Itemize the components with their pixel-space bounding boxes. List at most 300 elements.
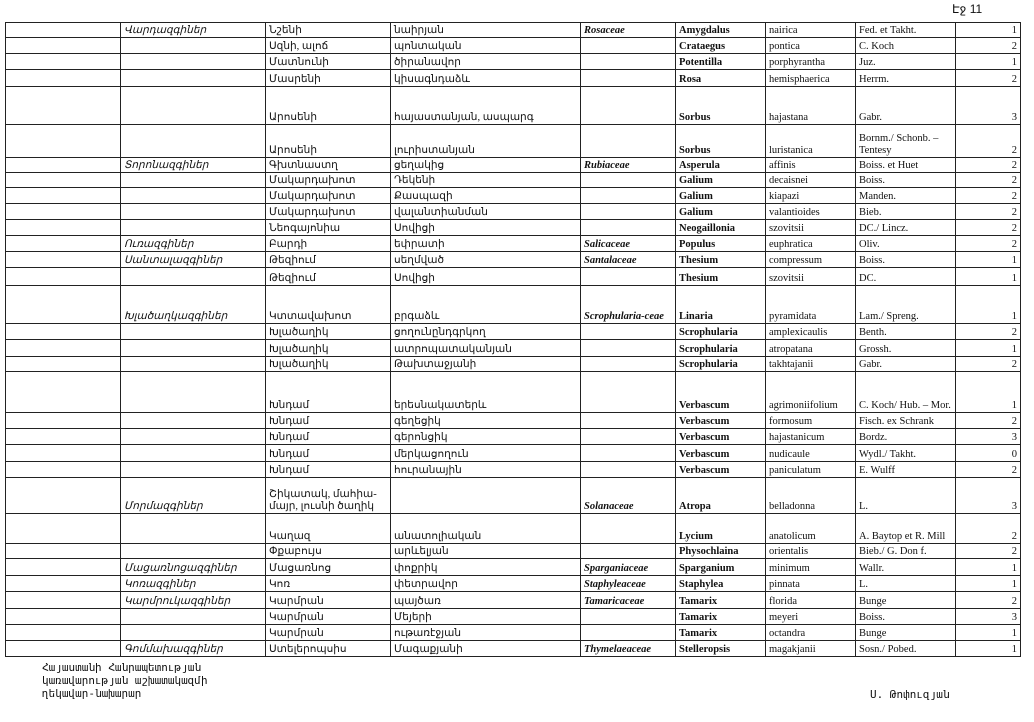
author-cell: Bordz. bbox=[856, 429, 956, 445]
table-row bbox=[6, 87, 1021, 125]
author-cell: DC./ Lincz. bbox=[856, 220, 956, 236]
count-cell: 2 bbox=[956, 324, 1021, 340]
author-cell: Manden. bbox=[856, 188, 956, 204]
empty-cell bbox=[6, 204, 121, 220]
armenian-species-cell: ցեղակից bbox=[391, 158, 581, 173]
latin-genus-cell: Populus bbox=[676, 236, 766, 252]
latin-genus-cell: Amygdalus bbox=[676, 23, 766, 38]
armenian-species-cell: Թախտաջյանի bbox=[391, 357, 581, 372]
armenian-genus-cell: Կարմրան bbox=[266, 592, 391, 609]
armenian-family-cell bbox=[121, 625, 266, 641]
latin-genus-cell: Stelleropsis bbox=[676, 641, 766, 657]
armenian-family-cell bbox=[121, 340, 266, 357]
armenian-family-cell bbox=[121, 70, 266, 87]
author-cell: Boiss. et Huet bbox=[856, 158, 956, 173]
author-cell: A. Baytop et R. Mill bbox=[856, 514, 956, 544]
empty-cell bbox=[6, 429, 121, 445]
count-cell: 1 bbox=[956, 54, 1021, 70]
table-row bbox=[6, 268, 1021, 286]
empty-cell bbox=[6, 286, 121, 324]
armenian-species-cell: գեղեցիկ bbox=[391, 413, 581, 429]
empty-cell bbox=[6, 23, 121, 38]
latin-family-cell: Santalaceae bbox=[581, 252, 676, 268]
empty-cell bbox=[6, 609, 121, 625]
armenian-genus-cell: Նշենի bbox=[266, 23, 391, 38]
armenian-genus-cell: Թեզիում bbox=[266, 252, 391, 268]
armenian-genus-cell: Խնդամ bbox=[266, 462, 391, 478]
latin-genus-cell: Sorbus bbox=[676, 125, 766, 158]
latin-species-cell: agrimoniifolium bbox=[766, 372, 856, 413]
count-cell: 2 bbox=[956, 514, 1021, 544]
author-cell: Benth. bbox=[856, 324, 956, 340]
latin-family-cell: Staphyleaceae bbox=[581, 576, 676, 592]
armenian-genus-cell: Գխտնաստղ bbox=[266, 158, 391, 173]
empty-cell bbox=[6, 576, 121, 592]
armenian-family-cell bbox=[121, 429, 266, 445]
author-cell: Sosn./ Pobed. bbox=[856, 641, 956, 657]
latin-family-cell bbox=[581, 514, 676, 544]
armenian-species-cell: մերկացողուն bbox=[391, 445, 581, 462]
author-cell: Bunge bbox=[856, 592, 956, 609]
empty-cell bbox=[6, 158, 121, 173]
latin-family-cell bbox=[581, 70, 676, 87]
latin-species-cell: orientalis bbox=[766, 544, 856, 559]
latin-genus-cell: Galium bbox=[676, 173, 766, 188]
armenian-genus-cell: Ստելերոպսիս bbox=[266, 641, 391, 657]
latin-family-cell: Solanaceae bbox=[581, 478, 676, 514]
latin-family-cell: Sparganiaceae bbox=[581, 559, 676, 576]
table-row bbox=[6, 23, 1021, 38]
page-number: Էջ 11 bbox=[952, 2, 983, 16]
signer-title bbox=[42, 661, 208, 700]
latin-genus-cell: Linaria bbox=[676, 286, 766, 324]
armenian-genus-cell: Փքաբույս bbox=[266, 544, 391, 559]
latin-family-cell: Tamaricaceae bbox=[581, 592, 676, 609]
latin-genus-cell: Verbascum bbox=[676, 413, 766, 429]
empty-cell bbox=[6, 544, 121, 559]
latin-species-cell: nudicaule bbox=[766, 445, 856, 462]
empty-cell bbox=[6, 372, 121, 413]
latin-genus-cell: Scrophularia bbox=[676, 340, 766, 357]
latin-family-cell bbox=[581, 220, 676, 236]
latin-species-cell: anatolicum bbox=[766, 514, 856, 544]
count-cell: 2 bbox=[956, 158, 1021, 173]
latin-family-cell: Salicaceae bbox=[581, 236, 676, 252]
count-cell: 1 bbox=[956, 23, 1021, 38]
latin-species-cell: affinis bbox=[766, 158, 856, 173]
latin-family-cell bbox=[581, 445, 676, 462]
empty-cell bbox=[6, 514, 121, 544]
table-row bbox=[6, 641, 1021, 657]
latin-genus-cell: Crataegus bbox=[676, 38, 766, 54]
latin-family-cell bbox=[581, 340, 676, 357]
latin-family-cell bbox=[581, 462, 676, 478]
latin-family-cell bbox=[581, 413, 676, 429]
author-cell: E. Wulff bbox=[856, 462, 956, 478]
author-cell: Lam./ Spreng. bbox=[856, 286, 956, 324]
armenian-family-cell: Գոմմախազգիներ bbox=[121, 641, 266, 657]
latin-species-cell: kiapazi bbox=[766, 188, 856, 204]
armenian-species-cell: արևելյան bbox=[391, 544, 581, 559]
armenian-genus-cell: Կտտավախոտ bbox=[266, 286, 391, 324]
author-cell: L. bbox=[856, 478, 956, 514]
latin-species-cell: decaisnei bbox=[766, 173, 856, 188]
armenian-family-cell: Կոռազգիներ bbox=[121, 576, 266, 592]
armenian-genus-cell: Խլածաղիկ bbox=[266, 340, 391, 357]
table-row bbox=[6, 173, 1021, 188]
empty-cell bbox=[6, 592, 121, 609]
latin-genus-cell: Atropa bbox=[676, 478, 766, 514]
armenian-species-cell: փոքրիկ bbox=[391, 559, 581, 576]
latin-species-cell: formosum bbox=[766, 413, 856, 429]
table-row bbox=[6, 462, 1021, 478]
latin-species-cell: valantioides bbox=[766, 204, 856, 220]
armenian-genus-cell: Խլածաղիկ bbox=[266, 357, 391, 372]
empty-cell bbox=[6, 357, 121, 372]
table-row bbox=[6, 38, 1021, 54]
table-row bbox=[6, 478, 1021, 514]
latin-genus-cell: Verbascum bbox=[676, 462, 766, 478]
count-cell: 0 bbox=[956, 445, 1021, 462]
armenian-species-cell: ատրոպատականյան bbox=[391, 340, 581, 357]
table-row bbox=[6, 559, 1021, 576]
armenian-family-cell bbox=[121, 445, 266, 462]
author-cell: Fed. et Takht. bbox=[856, 23, 956, 38]
latin-species-cell: takhtajanii bbox=[766, 357, 856, 372]
latin-species-cell: szovitsii bbox=[766, 220, 856, 236]
latin-genus-cell: Sparganium bbox=[676, 559, 766, 576]
latin-species-cell: hajastanicum bbox=[766, 429, 856, 445]
latin-family-cell bbox=[581, 188, 676, 204]
armenian-family-cell bbox=[121, 372, 266, 413]
latin-family-cell: Rubiaceae bbox=[581, 158, 676, 173]
table-row bbox=[6, 625, 1021, 641]
latin-species-cell: pinnata bbox=[766, 576, 856, 592]
armenian-family-cell: Խլածաղկազգիներ bbox=[121, 286, 266, 324]
empty-cell bbox=[6, 625, 121, 641]
armenian-genus-cell: Նեոգայոնիա bbox=[266, 220, 391, 236]
latin-family-cell bbox=[581, 544, 676, 559]
armenian-species-cell: Սովիցի bbox=[391, 220, 581, 236]
count-cell: 1 bbox=[956, 286, 1021, 324]
table-row bbox=[6, 544, 1021, 559]
empty-cell bbox=[6, 252, 121, 268]
latin-family-cell bbox=[581, 54, 676, 70]
latin-genus-cell: Rosa bbox=[676, 70, 766, 87]
latin-genus-cell: Tamarix bbox=[676, 609, 766, 625]
armenian-species-cell: եփրատի bbox=[391, 236, 581, 252]
armenian-genus-cell: Մասրենի bbox=[266, 70, 391, 87]
empty-cell bbox=[6, 413, 121, 429]
armenian-genus-cell: Շիկատակ, մահիա-մայր, լուսնի ծաղիկ bbox=[266, 478, 391, 514]
author-cell: Bunge bbox=[856, 625, 956, 641]
latin-species-cell: luristanica bbox=[766, 125, 856, 158]
author-cell: Boiss. bbox=[856, 609, 956, 625]
latin-species-cell: euphratica bbox=[766, 236, 856, 252]
author-cell: C. Koch bbox=[856, 38, 956, 54]
signer-name: Ս. Թոփուզյան bbox=[870, 688, 950, 701]
empty-cell bbox=[6, 462, 121, 478]
armenian-species-cell: կիսագնդաձև bbox=[391, 70, 581, 87]
empty-cell bbox=[6, 125, 121, 158]
latin-genus-cell: Neogaillonia bbox=[676, 220, 766, 236]
armenian-genus-cell: Կարմրան bbox=[266, 625, 391, 641]
empty-cell bbox=[6, 641, 121, 657]
latin-family-cell bbox=[581, 173, 676, 188]
armenian-genus-cell: Բարդի bbox=[266, 236, 391, 252]
armenian-family-cell bbox=[121, 268, 266, 286]
empty-cell bbox=[6, 87, 121, 125]
table-row bbox=[6, 340, 1021, 357]
latin-species-cell: pyramidata bbox=[766, 286, 856, 324]
table-row bbox=[6, 372, 1021, 413]
armenian-species-cell: Սովիցի bbox=[391, 268, 581, 286]
armenian-family-cell: Մորմազգիներ bbox=[121, 478, 266, 514]
author-cell: Boiss. bbox=[856, 173, 956, 188]
author-cell: DC. bbox=[856, 268, 956, 286]
armenian-family-cell bbox=[121, 188, 266, 204]
latin-species-cell: nairica bbox=[766, 23, 856, 38]
latin-genus-cell: Potentilla bbox=[676, 54, 766, 70]
armenian-family-cell bbox=[121, 220, 266, 236]
count-cell: 1 bbox=[956, 340, 1021, 357]
latin-family-cell bbox=[581, 429, 676, 445]
count-cell: 1 bbox=[956, 252, 1021, 268]
author-cell: Oliv. bbox=[856, 236, 956, 252]
count-cell: 2 bbox=[956, 125, 1021, 158]
empty-cell bbox=[6, 236, 121, 252]
armenian-family-cell bbox=[121, 204, 266, 220]
armenian-species-cell: բրգաձև bbox=[391, 286, 581, 324]
armenian-genus-cell: Սզնի, ալոճ bbox=[266, 38, 391, 54]
latin-species-cell: minimum bbox=[766, 559, 856, 576]
armenian-genus-cell: Կարմրան bbox=[266, 609, 391, 625]
count-cell: 3 bbox=[956, 609, 1021, 625]
empty-cell bbox=[6, 188, 121, 204]
latin-family-cell bbox=[581, 204, 676, 220]
armenian-species-cell: Դեկենի bbox=[391, 173, 581, 188]
author-cell: Juz. bbox=[856, 54, 956, 70]
empty-cell bbox=[6, 478, 121, 514]
latin-genus-cell: Thesium bbox=[676, 268, 766, 286]
latin-genus-cell: Tamarix bbox=[676, 625, 766, 641]
author-cell: C. Koch/ Hub. – Mor. bbox=[856, 372, 956, 413]
empty-cell bbox=[6, 220, 121, 236]
latin-species-cell: paniculatum bbox=[766, 462, 856, 478]
table-row bbox=[6, 609, 1021, 625]
table-row bbox=[6, 445, 1021, 462]
armenian-family-cell bbox=[121, 87, 266, 125]
table-row bbox=[6, 236, 1021, 252]
empty-cell bbox=[6, 268, 121, 286]
table-row bbox=[6, 413, 1021, 429]
armenian-species-cell: հուրանային bbox=[391, 462, 581, 478]
table-row bbox=[6, 576, 1021, 592]
latin-genus-cell: Scrophularia bbox=[676, 357, 766, 372]
armenian-species-cell: Մեյերի bbox=[391, 609, 581, 625]
table-row bbox=[6, 204, 1021, 220]
empty-cell bbox=[6, 340, 121, 357]
empty-cell bbox=[6, 70, 121, 87]
armenian-species-cell: նաիրյան bbox=[391, 23, 581, 38]
count-cell: 2 bbox=[956, 204, 1021, 220]
table-row bbox=[6, 125, 1021, 158]
latin-family-cell bbox=[581, 625, 676, 641]
armenian-genus-cell: Արոսենի bbox=[266, 125, 391, 158]
armenian-family-cell bbox=[121, 462, 266, 478]
latin-species-cell: octandra bbox=[766, 625, 856, 641]
species-table bbox=[5, 22, 1021, 657]
count-cell: 2 bbox=[956, 70, 1021, 87]
armenian-species-cell bbox=[391, 478, 581, 514]
armenian-family-cell bbox=[121, 544, 266, 559]
latin-genus-cell: Verbascum bbox=[676, 445, 766, 462]
latin-species-cell: hemisphaerica bbox=[766, 70, 856, 87]
author-cell: Grossh. bbox=[856, 340, 956, 357]
table-row bbox=[6, 252, 1021, 268]
latin-family-cell: Rosaceae bbox=[581, 23, 676, 38]
table-row bbox=[6, 158, 1021, 173]
count-cell: 2 bbox=[956, 236, 1021, 252]
count-cell: 3 bbox=[956, 87, 1021, 125]
latin-genus-cell: Sorbus bbox=[676, 87, 766, 125]
table-row bbox=[6, 429, 1021, 445]
count-cell: 2 bbox=[956, 592, 1021, 609]
armenian-species-cell: վալանտիանման bbox=[391, 204, 581, 220]
count-cell: 2 bbox=[956, 462, 1021, 478]
latin-family-cell bbox=[581, 609, 676, 625]
armenian-family-cell bbox=[121, 413, 266, 429]
armenian-genus-cell: Խնդամ bbox=[266, 445, 391, 462]
author-cell: Boiss. bbox=[856, 252, 956, 268]
armenian-family-cell: Սանտալազգիներ bbox=[121, 252, 266, 268]
latin-genus-cell: Thesium bbox=[676, 252, 766, 268]
count-cell: 2 bbox=[956, 220, 1021, 236]
count-cell: 2 bbox=[956, 544, 1021, 559]
armenian-species-cell: պոնտական bbox=[391, 38, 581, 54]
table-row bbox=[6, 357, 1021, 372]
latin-genus-cell: Lycium bbox=[676, 514, 766, 544]
count-cell: 2 bbox=[956, 357, 1021, 372]
signer-title-line: կառավարության աշխատակազմի bbox=[42, 674, 208, 687]
table-row bbox=[6, 286, 1021, 324]
latin-family-cell bbox=[581, 357, 676, 372]
armenian-family-cell bbox=[121, 514, 266, 544]
armenian-species-cell: երեսնակատերև bbox=[391, 372, 581, 413]
table-row bbox=[6, 592, 1021, 609]
author-cell: Wallr. bbox=[856, 559, 956, 576]
latin-family-cell bbox=[581, 125, 676, 158]
count-cell: 3 bbox=[956, 478, 1021, 514]
armenian-genus-cell: Թեզիում bbox=[266, 268, 391, 286]
author-cell: Gabr. bbox=[856, 357, 956, 372]
empty-cell bbox=[6, 445, 121, 462]
author-cell: Fisch. ex Schrank bbox=[856, 413, 956, 429]
count-cell: 1 bbox=[956, 268, 1021, 286]
armenian-family-cell bbox=[121, 357, 266, 372]
latin-genus-cell: Scrophularia bbox=[676, 324, 766, 340]
author-cell: Bieb. bbox=[856, 204, 956, 220]
table-row bbox=[6, 324, 1021, 340]
empty-cell bbox=[6, 173, 121, 188]
table-row bbox=[6, 70, 1021, 87]
latin-family-cell bbox=[581, 372, 676, 413]
armenian-family-cell: Կարմրուկազգիներ bbox=[121, 592, 266, 609]
armenian-species-cell: Քասպազի bbox=[391, 188, 581, 204]
latin-family-cell bbox=[581, 38, 676, 54]
latin-species-cell: compressum bbox=[766, 252, 856, 268]
armenian-family-cell: Մացառնոցազգիներ bbox=[121, 559, 266, 576]
count-cell: 1 bbox=[956, 576, 1021, 592]
armenian-genus-cell: Կաղազ bbox=[266, 514, 391, 544]
empty-cell bbox=[6, 38, 121, 54]
latin-genus-cell: Galium bbox=[676, 188, 766, 204]
armenian-species-cell: լուրիստանյան bbox=[391, 125, 581, 158]
count-cell: 2 bbox=[956, 188, 1021, 204]
armenian-genus-cell: Կոռ bbox=[266, 576, 391, 592]
count-cell: 2 bbox=[956, 173, 1021, 188]
count-cell: 1 bbox=[956, 641, 1021, 657]
latin-species-cell: amplexicaulis bbox=[766, 324, 856, 340]
count-cell: 2 bbox=[956, 38, 1021, 54]
armenian-family-cell bbox=[121, 324, 266, 340]
latin-species-cell: belladonna bbox=[766, 478, 856, 514]
latin-genus-cell: Galium bbox=[676, 204, 766, 220]
author-cell: Bornm./ Schonb. – Tentesy bbox=[856, 125, 956, 158]
latin-genus-cell: Physochlaina bbox=[676, 544, 766, 559]
latin-species-cell: szovitsii bbox=[766, 268, 856, 286]
latin-family-cell bbox=[581, 324, 676, 340]
armenian-genus-cell: Խնդամ bbox=[266, 413, 391, 429]
empty-cell bbox=[6, 559, 121, 576]
armenian-genus-cell: Մակարդախոտ bbox=[266, 188, 391, 204]
armenian-genus-cell: Մատնունի bbox=[266, 54, 391, 70]
armenian-family-cell bbox=[121, 54, 266, 70]
latin-family-cell: Thymelaeaceae bbox=[581, 641, 676, 657]
latin-species-cell: meyeri bbox=[766, 609, 856, 625]
count-cell: 1 bbox=[956, 625, 1021, 641]
armenian-family-cell: Տորոնազգիներ bbox=[121, 158, 266, 173]
table-row bbox=[6, 54, 1021, 70]
armenian-species-cell: Մագաքյանի bbox=[391, 641, 581, 657]
latin-genus-cell: Staphylea bbox=[676, 576, 766, 592]
latin-species-cell: florida bbox=[766, 592, 856, 609]
table-row bbox=[6, 514, 1021, 544]
armenian-family-cell bbox=[121, 173, 266, 188]
latin-species-cell: magakjanii bbox=[766, 641, 856, 657]
armenian-species-cell: ութառէջյան bbox=[391, 625, 581, 641]
armenian-genus-cell: Խնդամ bbox=[266, 429, 391, 445]
latin-species-cell: hajastana bbox=[766, 87, 856, 125]
armenian-genus-cell: Մակարդախոտ bbox=[266, 204, 391, 220]
armenian-family-cell bbox=[121, 38, 266, 54]
table-row bbox=[6, 220, 1021, 236]
armenian-species-cell: սեղմված bbox=[391, 252, 581, 268]
author-cell: Herrm. bbox=[856, 70, 956, 87]
latin-species-cell: pontica bbox=[766, 38, 856, 54]
author-cell: Gabr. bbox=[856, 87, 956, 125]
armenian-genus-cell: Արոսենի bbox=[266, 87, 391, 125]
latin-family-cell bbox=[581, 87, 676, 125]
armenian-genus-cell: Խնդամ bbox=[266, 372, 391, 413]
latin-species-cell: porphyrantha bbox=[766, 54, 856, 70]
armenian-species-cell: ցողունընդգրկող bbox=[391, 324, 581, 340]
armenian-family-cell: Ուռազգիներ bbox=[121, 236, 266, 252]
count-cell: 3 bbox=[956, 429, 1021, 445]
latin-genus-cell: Verbascum bbox=[676, 372, 766, 413]
armenian-family-cell: Վարդազգիներ bbox=[121, 23, 266, 38]
armenian-genus-cell: Մացառնոց bbox=[266, 559, 391, 576]
